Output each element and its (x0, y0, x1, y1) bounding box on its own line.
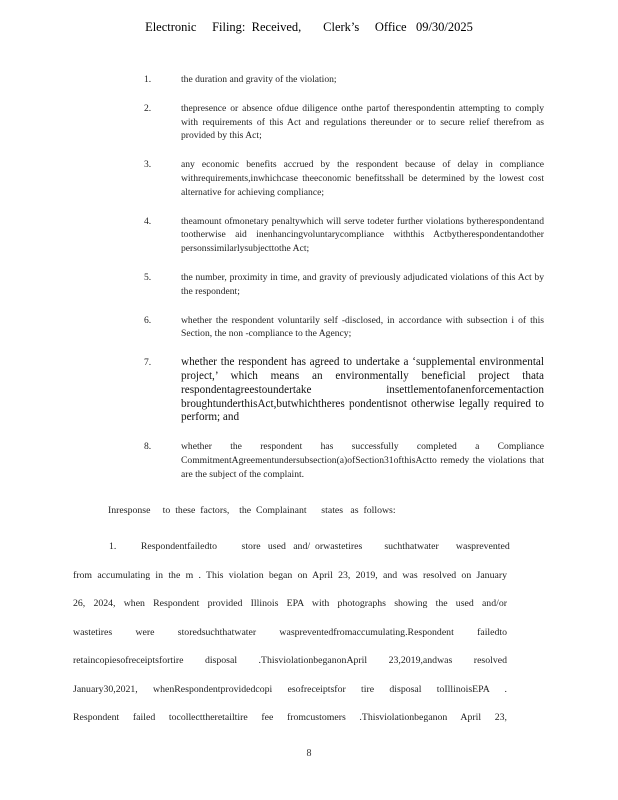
factor-text: whether the respondent has successfully completed a Compliance CommitmentAgreementundersubsection(a)ofSection31ofthisActto remedy the violations that are the subject of the complaint. (181, 441, 544, 480)
filing-header-text: Electronic Filing: Received, Clerk’s Office 09/30/2025 (145, 20, 473, 34)
factor-number: 6. (144, 314, 152, 326)
factor-item-1 (144, 73, 544, 87)
paragraph-line: January30,2021, whenRespondentprovidedcopi esofreceiptsfor tire disposal toIllinoisEPA . (73, 683, 507, 695)
factor-item-2 (144, 102, 544, 143)
paragraph-line: 26, 2024, when Respondent provided Illinois EPA with photographs showing the used and/or (73, 598, 507, 609)
factor-list (144, 73, 544, 482)
paragraph-line: wastetires were storedsuchthatwater waspreventedfromaccumulating.Respondent failedto (73, 626, 507, 638)
paragraph-line: 1. Respondentfailedto store used and/ orwastetires suchthatwater wasprevented (109, 541, 510, 552)
paragraph-line: Respondent failed tocollecttheretailtire fee fromcustomers .Thisviolationbeganon April 23, (73, 712, 507, 723)
factor-number: 2. (144, 102, 152, 114)
factor-text: whether the respondent has agreed to undertake a ‘supplemental environmental project,’ which means an environmentally beneficial project thata respondentagreestoundertake insettlementofanenforcementaction broughtunderthisAct,butwhichtheres pondentisnot otherwise legally required to perform; and (181, 356, 544, 424)
factor-text: any economic benefits accrued by the respondent because of delay in compliance withrequirements,inwhichcase theeconomic benefitsshall be determined by the lowest cost alternative for achieving compliance; (181, 159, 544, 198)
factor-number: 8. (144, 441, 152, 453)
factor-text: the duration and gravity of the violation; (181, 74, 337, 85)
paragraph-line: retaincopiesofreceiptsfortire disposal .ThisviolationbeganonApril 23,2019,andwas resolved (73, 655, 507, 666)
factor-item-5 (144, 271, 544, 299)
factor-number: 4. (144, 215, 152, 227)
response-paragraph (73, 533, 510, 733)
factor-item-4 (144, 215, 544, 256)
page-number: 8 (306, 748, 312, 759)
paragraph-line: from accumulating in the m . This violation began on April 23, 2019, and was resolved on January (73, 569, 507, 581)
response-intro: Inresponse to these factors, the Complainant states as follows: (108, 505, 396, 516)
factor-item-8 (144, 440, 544, 481)
factor-number: 3. (144, 159, 152, 171)
factor-text: the number, proximity in time, and gravity of previously adjudicated violations of this Act by the respondent; (181, 271, 544, 297)
factor-item-7 (144, 356, 544, 425)
factor-text: thepresence or absence ofdue diligence onthe partof therespondentin attempting to comply with requirements of this Act and regulations thereunder or to secure relief therefrom as provided by this Act; (181, 102, 544, 142)
factor-item-6 (144, 314, 544, 342)
factor-number: 5. (144, 271, 152, 283)
factor-text: theamount ofmonetary penaltywhich will serve todeter further violations bytherespondentand tootherwise aid inenhancingvoluntarycompliance withthis Actbytherespondentandother personssimilarlysubjecttothe Act; (181, 215, 544, 255)
factor-number: 7. (144, 357, 152, 369)
filing-header (0, 20, 618, 35)
factor-item-3 (144, 158, 544, 199)
factor-text: whether the respondent voluntarily self -disclosed, in accordance with subsection i of this Section, the non -compliance to the Agency; (181, 314, 544, 340)
factor-number: 1. (144, 74, 152, 85)
